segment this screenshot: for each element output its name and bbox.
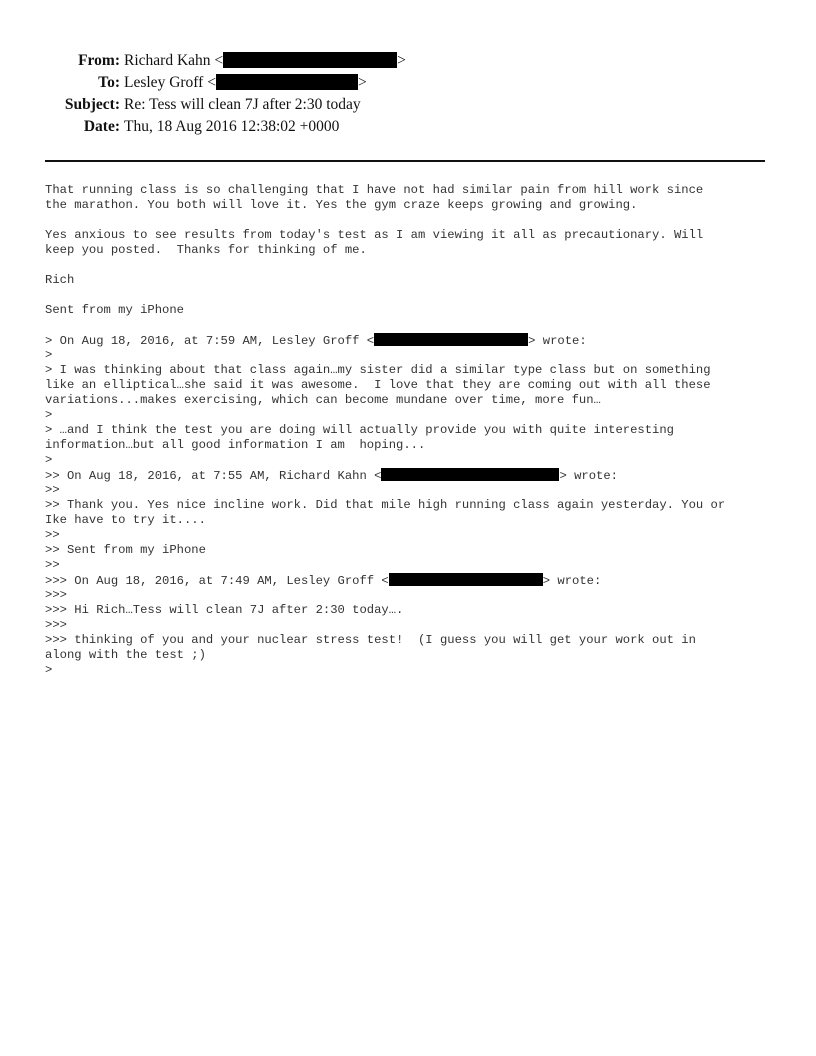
quote-line: >> bbox=[45, 528, 60, 542]
from-label: From: bbox=[78, 52, 120, 69]
body-line: keep you posted. Thanks for thinking of me. bbox=[45, 243, 367, 257]
date-row bbox=[0, 118, 816, 140]
redacted-email bbox=[374, 333, 528, 346]
quote-line: >> bbox=[45, 483, 60, 497]
body-line: Yes anxious to see results from today's test as I am viewing it all as precautionary. Will bbox=[45, 228, 704, 242]
to-label: To: bbox=[98, 74, 120, 91]
to-value bbox=[124, 74, 367, 92]
body-line bbox=[45, 318, 785, 333]
to-name: Lesley Groff < bbox=[124, 74, 216, 91]
quote-line: Ike have to try it.... bbox=[45, 513, 206, 527]
quote-line: >> Thank you. Yes nice incline work. Did that mile high running class again yesterday. You or bbox=[45, 498, 726, 512]
attribution-suffix: > wrote: bbox=[542, 574, 602, 588]
quote-line: variations...makes exercising, which can become mundane over time, more fun… bbox=[45, 393, 601, 407]
email-header bbox=[0, 52, 816, 140]
subject-value: Re: Tess will clean 7J after 2:30 today bbox=[124, 96, 361, 113]
quote-line: >> Sent from my iPhone bbox=[45, 543, 206, 557]
body-line: the marathon. You both will love it. Yes the gym craze keeps growing and growing. bbox=[45, 198, 638, 212]
body-line: That running class is so challenging that I have not had similar pain from hill work since bbox=[45, 183, 704, 197]
email-body bbox=[45, 183, 785, 678]
to-row bbox=[0, 74, 816, 96]
redacted-email bbox=[223, 52, 397, 68]
quote-line: > bbox=[45, 663, 53, 677]
quote-line: >> bbox=[45, 558, 60, 572]
attribution-suffix: > wrote: bbox=[559, 469, 618, 483]
redacted-email bbox=[389, 573, 543, 586]
from-row bbox=[0, 52, 816, 74]
attribution-text: > On Aug 18, 2016, at 7:59 AM, Lesley Groff < bbox=[45, 334, 375, 348]
subject-row bbox=[0, 96, 816, 118]
subject-label: Subject: bbox=[64, 96, 120, 113]
date-value: Thu, 18 Aug 2016 12:38:02 +0000 bbox=[124, 118, 340, 135]
attribution-suffix: > wrote: bbox=[528, 334, 587, 348]
from-value bbox=[124, 52, 406, 70]
quote-line: along with the test ;) bbox=[45, 648, 206, 662]
sent-from-line: Sent from my iPhone bbox=[45, 303, 184, 317]
date-label: Date: bbox=[83, 118, 120, 135]
quote-line: >>> Hi Rich…Tess will clean 7J after 2:30 today…. bbox=[45, 603, 404, 617]
quote-attribution bbox=[45, 333, 785, 348]
redacted-email bbox=[381, 468, 559, 481]
quote-line: > …and I think the test you are doing will actually provide you with quite interesting bbox=[45, 423, 674, 437]
quote-line: > bbox=[45, 408, 53, 422]
quote-line: > bbox=[45, 348, 53, 362]
to-close-bracket: > bbox=[357, 74, 367, 91]
redacted-email bbox=[216, 74, 358, 90]
quote-line: >>> bbox=[45, 618, 67, 632]
attribution-text: >> On Aug 18, 2016, at 7:55 AM, Richard Kahn < bbox=[45, 469, 382, 483]
quote-line: like an elliptical…she said it was awesome. I love that they are coming out with all these bbox=[45, 378, 711, 392]
quote-line: >>> thinking of you and your nuclear stress test! (I guess you will get your work out in bbox=[45, 633, 696, 647]
attribution-text: >>> On Aug 18, 2016, at 7:49 AM, Lesley Groff < bbox=[45, 574, 389, 588]
quote-line: > bbox=[45, 453, 53, 467]
quote-line: information…but all good information I am hoping... bbox=[45, 438, 426, 452]
quote-attribution bbox=[45, 573, 785, 588]
signature: Rich bbox=[45, 273, 75, 287]
header-divider bbox=[45, 160, 765, 162]
quote-line: >>> bbox=[45, 588, 67, 602]
from-name: Richard Kahn < bbox=[124, 52, 224, 69]
quote-line: > I was thinking about that class again…my sister did a similar type class but on something bbox=[45, 363, 711, 377]
body-line bbox=[45, 258, 785, 273]
body-line bbox=[45, 288, 785, 303]
quote-attribution bbox=[45, 468, 785, 483]
from-close-bracket: > bbox=[397, 52, 406, 69]
body-line bbox=[45, 213, 785, 228]
